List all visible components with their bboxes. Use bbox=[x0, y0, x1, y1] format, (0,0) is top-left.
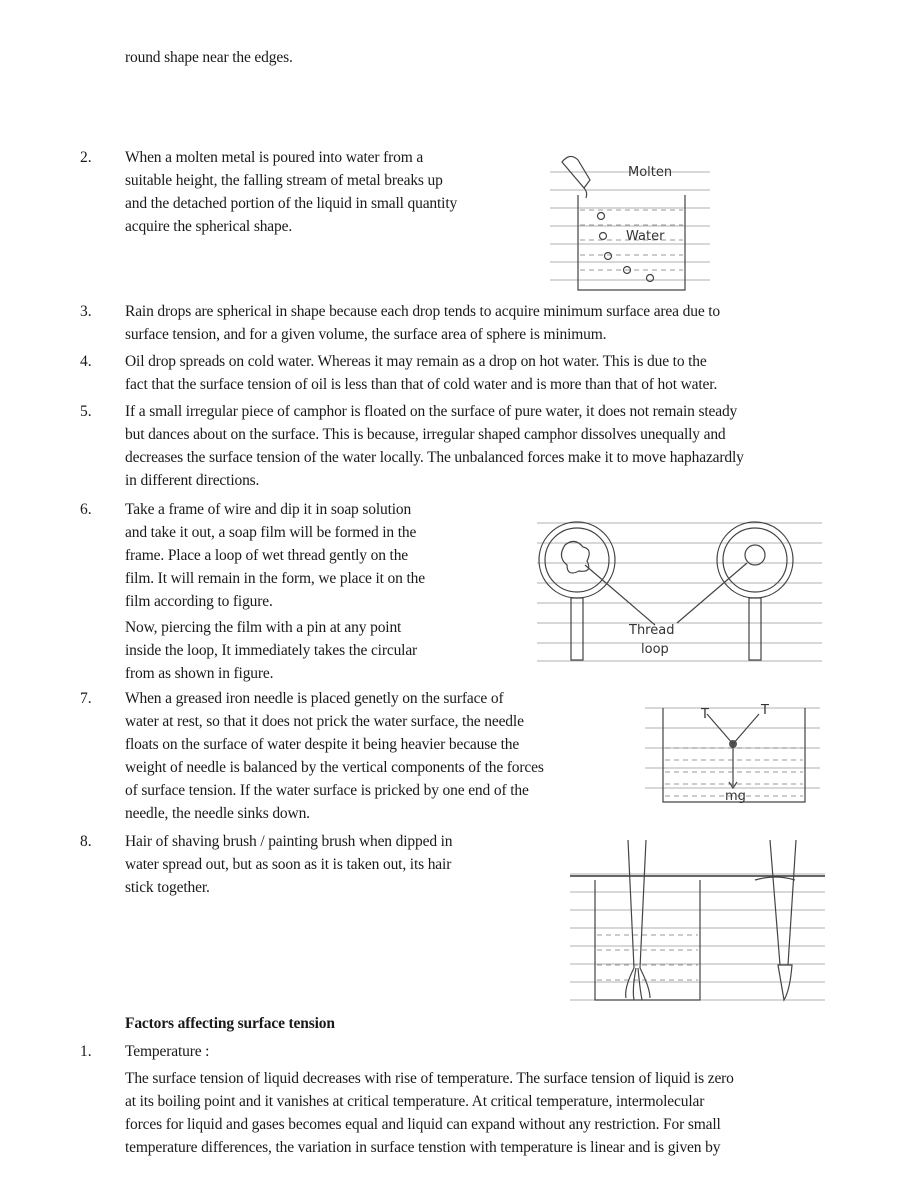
text-line: and the detached portion of the liquid in small quantity bbox=[125, 195, 458, 212]
metal-drop-icon bbox=[605, 253, 612, 260]
thread-loop-circular bbox=[745, 545, 765, 565]
item-number: 7. bbox=[80, 690, 92, 707]
item-5-text bbox=[125, 400, 835, 492]
item-number: 8. bbox=[80, 833, 92, 850]
item-6-text bbox=[125, 498, 470, 685]
item-3-text bbox=[125, 300, 835, 346]
text-line: at its boiling point and it vanishes at critical temperature. At critical temperature, intermolecular bbox=[125, 1093, 705, 1110]
text-line: Hair of shaving brush / painting brush when dipped in bbox=[125, 833, 453, 850]
item-4-text bbox=[125, 350, 835, 396]
tension-label-right: T bbox=[761, 703, 769, 718]
thread-label: Thread bbox=[629, 623, 675, 638]
text-line: forces for liquid and gases becomes equal and liquid can expand without any restriction. For small bbox=[125, 1116, 721, 1133]
text-line: water spread out, but as soon as it is taken out, its hair bbox=[125, 856, 452, 873]
item-7-text bbox=[125, 687, 605, 825]
text-line: acquire the spherical shape. bbox=[125, 218, 293, 235]
brush-spread-icon bbox=[626, 968, 650, 1000]
item-number: 4. bbox=[80, 353, 92, 370]
text-line: When a greased iron needle is placed genetly on the surface of bbox=[125, 690, 504, 707]
factor-temperature-text bbox=[125, 1067, 835, 1159]
weight-label: mg bbox=[725, 789, 746, 804]
item-number: 3. bbox=[80, 303, 92, 320]
tension-label-left: T bbox=[701, 707, 709, 722]
thread-loop-irregular bbox=[561, 541, 589, 573]
handle-left bbox=[571, 598, 583, 660]
molten-metal-figure bbox=[550, 150, 710, 295]
item-8-text bbox=[125, 830, 515, 899]
text-line: Now, piercing the film with a pin at any point bbox=[125, 619, 402, 636]
text-line: Rain drops are spherical in shape because each drop tends to acquire minimum surface area due to bbox=[125, 303, 721, 320]
text-line: Oil drop spreads on cold water. Whereas it may remain as a drop on hot water. This is due to the bbox=[125, 353, 707, 370]
text-line: of surface tension. If the water surface is pricked by one end of the bbox=[125, 782, 529, 799]
text-line: floats on the surface of water despite it being heavier because the bbox=[125, 736, 520, 753]
text-line: but dances about on the surface. This is because, irregular shaped camphor dissolves unequally and bbox=[125, 426, 726, 443]
brush-figure bbox=[570, 840, 825, 1005]
text-line: film. It will remain in the form, we place it on the bbox=[125, 570, 425, 587]
text-line: The surface tension of liquid decreases with rise of temperature. The surface tension of liquid is zero bbox=[125, 1070, 734, 1087]
text-line: fact that the surface tension of oil is less than that of cold water and is more than that of hot water. bbox=[125, 376, 718, 393]
floating-needle-figure bbox=[645, 700, 820, 810]
item-2-text bbox=[125, 146, 515, 238]
text-line: water at rest, so that it does not prick the water surface, the needle bbox=[125, 713, 524, 730]
text-line: If a small irregular piece of camphor is floated on the surface of pure water, it does not remain steady bbox=[125, 403, 738, 420]
section-heading: Factors affecting surface tension bbox=[125, 1015, 335, 1032]
text-line: from as shown in figure. bbox=[125, 665, 274, 682]
text-line: surface tension, and for a given volume, the surface area of sphere is minimum. bbox=[125, 326, 607, 343]
metal-drop-icon bbox=[598, 213, 605, 220]
molten-label: Molten bbox=[628, 165, 673, 180]
water-label: Water bbox=[626, 229, 665, 244]
intro-tail-text: round shape near the edges. bbox=[125, 49, 293, 66]
factor-subheading: Temperature : bbox=[125, 1043, 210, 1060]
item-number: 2. bbox=[80, 149, 92, 166]
text-line: stick together. bbox=[125, 879, 210, 896]
brush-together-icon bbox=[778, 965, 792, 1000]
handle-right bbox=[749, 598, 761, 660]
wire-frame-left bbox=[539, 522, 615, 598]
text-line: frame. Place a loop of wet thread gently on the bbox=[125, 547, 409, 564]
factor-number: 1. bbox=[80, 1043, 92, 1060]
metal-drop-icon bbox=[600, 233, 607, 240]
text-line: decreases the surface tension of the water locally. The unbalanced forces make it to move haphazardly bbox=[125, 449, 744, 466]
text-line: When a molten metal is poured into water from a bbox=[125, 149, 424, 166]
text-line: needle, the needle sinks down. bbox=[125, 805, 310, 822]
text-line: suitable height, the falling stream of metal breaks up bbox=[125, 172, 443, 189]
item-number: 5. bbox=[80, 403, 92, 420]
text-line: inside the loop, It immediately takes the circular bbox=[125, 642, 418, 659]
text-line: Take a frame of wire and dip it in soap solution bbox=[125, 501, 412, 518]
soap-film-figure bbox=[537, 515, 822, 665]
item-number: 6. bbox=[80, 501, 92, 518]
text-line: film according to figure. bbox=[125, 593, 273, 610]
text-line: temperature differences, the variation in surface tenstion with temperature is linear and is given by bbox=[125, 1139, 721, 1156]
wire-frame-right bbox=[717, 522, 793, 598]
metal-drop-icon bbox=[647, 275, 654, 282]
text-line: in different directions. bbox=[125, 472, 260, 489]
text-line: and take it out, a soap film will be formed in the bbox=[125, 524, 417, 541]
loop-label: loop bbox=[641, 642, 669, 657]
text-line: weight of needle is balanced by the vertical components of the forces bbox=[125, 759, 544, 776]
